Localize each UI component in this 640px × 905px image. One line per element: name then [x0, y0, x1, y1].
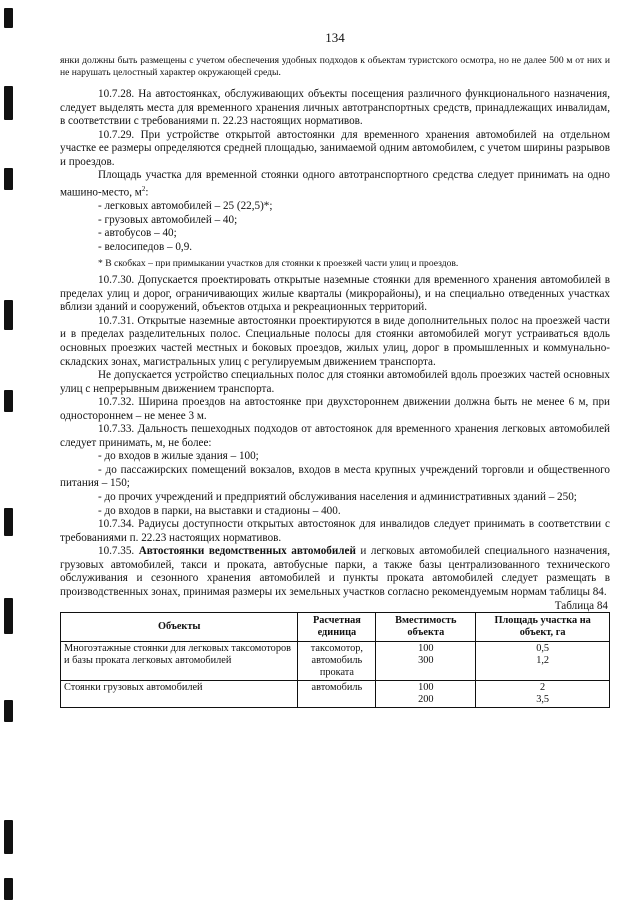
paragraph-number: 10.7.35.	[98, 545, 139, 558]
paragraph-10-7-30: 10.7.30. Допускается проектировать открытые наземные стоянки для временного хранения автомобилей в пределах улиц и дорог, ограничивающих жилые кварталы (микрорайоны), и на специально отведенных участках вблизи зданий и сооружений, объектов отдыха и рекреационных территорий.	[60, 274, 610, 314]
cell-line: таксомотор,	[310, 643, 364, 655]
column-header: Объекты	[61, 613, 298, 642]
table-cell-capacity	[376, 681, 476, 708]
table-cell-area	[476, 642, 610, 681]
cell-line: 200	[418, 694, 434, 706]
paragraph-10-7-28: 10.7.28. На автостоянках, обслуживающих объекты посещения различного функционального назначения, следует выделять места для временного хранения личных автотранспортных средств, принадлежащих инвалидам, в соответствии с требованиями п. 22.23 настоящих нормативов.	[60, 88, 610, 128]
list-item: - велосипедов – 0,9.	[98, 240, 193, 253]
paragraph-no-special-lanes: Не допускается устройство специальных полос для стоянки автомобилей вдоль проезжих частей основных улиц с непрерывным движением транспорта.	[60, 369, 610, 395]
table-cell-object: Многоэтажные стоянки для легковых таксомоторов и базы проката легковых автомобилей	[61, 642, 298, 681]
paragraph-10-7-35	[60, 545, 610, 599]
binder-mark	[4, 598, 13, 634]
column-header: Расчетная единица	[298, 613, 376, 642]
table-cell-unit	[298, 681, 376, 708]
bold-term: Автостоянки ведомственных автомобилей	[138, 545, 356, 558]
paragraph-10-7-29: 10.7.29. При устройстве открытой автостоянки для временного хранения автомобилей на отдельном участке ее размеры определяются средней площадью, занимаемой одним автомобилем, с учетом ширины разрывов и проездов.	[60, 128, 610, 168]
cell-line: 3,5	[536, 694, 550, 706]
page-number: 134	[325, 30, 345, 45]
column-header: Вместимость объекта	[376, 613, 476, 642]
table-84	[60, 612, 610, 708]
list-item: - грузовых автомобилей – 40;	[98, 213, 238, 226]
paragraph-parking-area	[60, 169, 610, 200]
list-item: - автобусов – 40;	[98, 227, 177, 240]
binder-mark	[4, 508, 13, 536]
document-page	[60, 30, 610, 708]
paragraph-text: и легковых автомобилей специального назначения, грузовых автомобилей, такси и проката, автобусные парки, а также базы централизованного технического обслуживания и сезонного хранения автомобилей и пункты проката автомобилей следует размещать в производственных зонах, принимая размеры их земельных участков согласно рекомендуемым нормам таблицы 84.	[60, 545, 610, 598]
cell-line: 100	[418, 682, 434, 694]
cell-line: автомобиль	[311, 682, 363, 694]
cell-line: проката	[319, 667, 354, 679]
paragraph-continuation: янки должны быть размещены с учетом обеспечения удобных подходов к объектам туристского осмотра, но не далее 500 м от них и не нарушать целостный характер окружающей среды.	[60, 55, 610, 78]
list-item: - до входов в парки, на выставки и стадионы – 400.	[98, 504, 341, 517]
parking-area-list	[60, 200, 610, 254]
table-row	[61, 681, 610, 708]
paragraph-text: :	[145, 186, 149, 199]
table-header-row	[61, 613, 610, 642]
paragraph-text: Площадь участка для временной стоянки одного автотранспортного средства следует принимать на одно машино-место, м	[60, 169, 610, 199]
binder-mark	[4, 300, 13, 330]
table-cell-capacity	[376, 642, 476, 681]
table-cell-object: Стоянки грузовых автомобилей	[61, 681, 298, 708]
binder-mark	[4, 86, 13, 120]
binder-mark	[4, 8, 13, 28]
paragraph-10-7-34: 10.7.34. Радиусы доступности открытых автостоянок для инвалидов следует принимать в соответствии с требованиями п. 22.23 настоящих нормативов.	[60, 518, 610, 544]
superscript: 2	[141, 184, 146, 193]
binder-mark	[4, 390, 13, 412]
cell-line: 0,5	[536, 643, 550, 655]
binder-mark	[4, 168, 13, 190]
cell-line: 1,2	[536, 655, 550, 667]
list-item: - легковых автомобилей – 25 (22,5)*;	[98, 200, 273, 213]
cell-line: 100	[418, 643, 434, 655]
footnote: * В скобках – при примыкании участков для стоянки к проезжей части улиц и проездов.	[98, 258, 459, 270]
cell-line: 2	[540, 682, 546, 694]
cell-line: автомобиль	[311, 655, 363, 667]
list-item: - до пассажирских помещений вокзалов, входов в места крупных учреждений торговли и общественного питания – 150;	[60, 463, 610, 490]
cell-line: 300	[418, 655, 434, 667]
table-row	[61, 642, 610, 681]
binder-mark	[4, 878, 13, 900]
list-item: - до входов в жилые здания – 100;	[98, 450, 259, 463]
binder-mark	[4, 820, 13, 854]
table-cell-unit	[298, 642, 376, 681]
binder-holes	[4, 0, 14, 905]
binder-mark	[4, 700, 13, 722]
paragraph-10-7-32: 10.7.32. Ширина проездов на автостоянке при двухстороннем движении должна быть не менее 6 м, при одностороннем – не менее 3 м.	[60, 396, 610, 422]
column-header: Площадь участка на объект, га	[476, 613, 610, 642]
list-item: - до прочих учреждений и предприятий обслуживания населения и административных зданий – 250;	[98, 491, 577, 504]
table-caption: Таблица 84	[554, 600, 608, 613]
paragraph-10-7-33: 10.7.33. Дальность пешеходных подходов от автостоянок для временного хранения легковых автомобилей следует принимать, м, не более:	[60, 423, 610, 449]
table-cell-area	[476, 681, 610, 708]
paragraph-10-7-31: 10.7.31. Открытые наземные автостоянки проектируются в виде дополнительных полос на проезжей части и в пределах разделительных полос. Специальные полосы для стоянки автомобилей могут устраиваться вдоль основных проезжих частей местных и боковых проездов, жилых улиц, дорог в промышленных и коммунально-складских зонах, магистральных улиц с регулируемым движением транспорта.	[60, 314, 610, 368]
